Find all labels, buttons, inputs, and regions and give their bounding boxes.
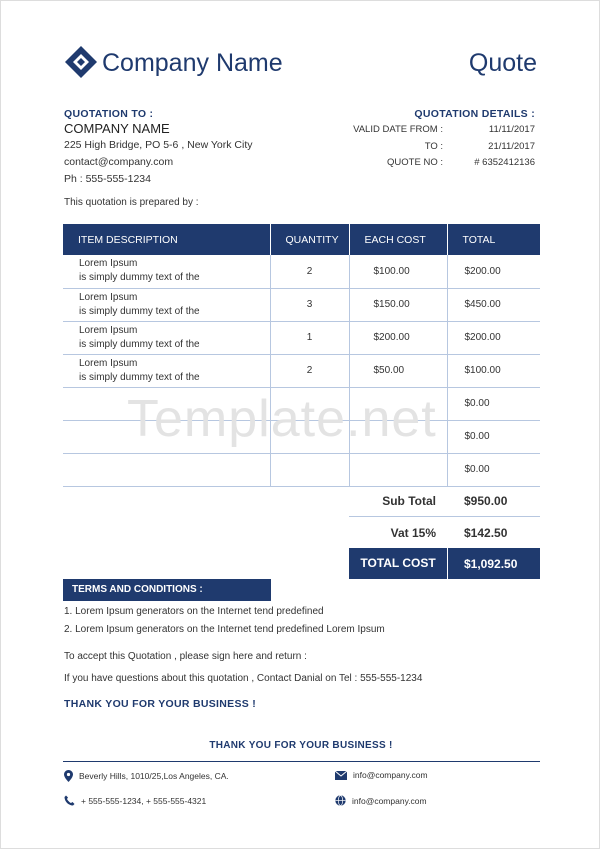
- item-description: Lorem Ipsum is simply dummy text of the: [63, 288, 270, 321]
- table-row: [63, 255, 540, 288]
- table-row: [63, 354, 540, 387]
- item-total: $0.00: [447, 420, 540, 453]
- item-quantity: 1: [270, 321, 349, 354]
- total-cost-label: TOTAL COST: [349, 548, 448, 579]
- footer-divider: [63, 761, 540, 762]
- vat-value: $142.50: [464, 525, 508, 540]
- mail-icon: [335, 771, 347, 780]
- location-pin-icon: [64, 770, 73, 782]
- table-row: [63, 288, 540, 321]
- quotation-details-label: QUOTATION DETAILS :: [414, 108, 535, 120]
- total-cost-value: $1,092.50: [464, 556, 518, 571]
- item-total: $0.00: [447, 387, 540, 420]
- client-phone: Ph : 555-555-1234: [64, 173, 151, 185]
- footer-email-text[interactable]: info@company.com: [353, 770, 428, 780]
- client-address: 225 High Bridge, PO 5-6 , New York City: [64, 139, 253, 151]
- client-email: contact@company.com: [64, 156, 174, 168]
- table-header-row: [63, 224, 540, 255]
- valid-from-value: 11/11/2017: [488, 124, 535, 135]
- footer-phone-text: + 555-555-1234, + 555-555-4321: [81, 795, 207, 806]
- footer-email: [335, 770, 428, 780]
- prepared-by-line: This quotation is prepared by :: [64, 197, 199, 208]
- table-row: [63, 321, 540, 354]
- footer-web-text[interactable]: info@company.com: [352, 795, 427, 806]
- quote-no-value: # 6352412136: [474, 157, 535, 168]
- item-total: $100.00: [447, 354, 540, 387]
- item-quantity: 2: [270, 354, 349, 387]
- item-cost: $150.00: [349, 288, 447, 321]
- col-each-cost: EACH COST: [349, 224, 447, 255]
- col-total: TOTAL: [447, 224, 540, 255]
- col-quantity: QUANTITY: [270, 224, 349, 255]
- item-description: Lorem Ipsum is simply dummy text of the: [63, 354, 270, 387]
- footer-address: [64, 770, 229, 782]
- footer-address-text: Beverly Hills, 1010/25,Los Angeles, CA.: [79, 771, 229, 781]
- document-title: Quote: [468, 49, 537, 77]
- diamond-logo-icon: [64, 45, 98, 79]
- item-total: $0.00: [447, 453, 540, 486]
- total-cost-row: [349, 548, 540, 579]
- watermark: Template.net: [127, 390, 437, 448]
- thanks-message: THANK YOU FOR YOUR BUSINESS !: [64, 698, 257, 710]
- item-quantity: [270, 453, 349, 486]
- item-quantity: 2: [270, 255, 349, 288]
- quotation-to-label: QUOTATION TO :: [64, 108, 154, 120]
- item-cost: [349, 453, 447, 486]
- accept-line: To accept this Quotation , please sign here and return :: [64, 651, 307, 662]
- item-total: $200.00: [447, 321, 540, 354]
- item-description: Lorem Ipsum is simply dummy text of the: [63, 255, 270, 288]
- subtotal-value: $950.00: [464, 493, 508, 508]
- item-cost: $100.00: [349, 255, 447, 288]
- item-cost: $200.00: [349, 321, 447, 354]
- footer-phone: [64, 795, 206, 806]
- valid-to-value: 21/11/2017: [488, 141, 535, 152]
- vat-row: [349, 517, 540, 548]
- valid-to-label: TO :: [424, 141, 443, 152]
- subtotal-label: Sub Total: [382, 493, 436, 508]
- terms-heading: TERMS AND CONDITIONS :: [63, 579, 271, 601]
- item-total: $200.00: [447, 255, 540, 288]
- footer-thanks: THANK YOU FOR YOUR BUSINESS !: [209, 740, 393, 751]
- col-item-description: ITEM DESCRIPTION: [63, 224, 270, 255]
- client-company: COMPANY NAME: [64, 121, 170, 136]
- item-quantity: 3: [270, 288, 349, 321]
- questions-line: If you have questions about this quotation , Contact Danial on Tel : 555-555-1234: [64, 673, 423, 684]
- phone-icon: [64, 795, 75, 806]
- item-description: Lorem Ipsum is simply dummy text of the: [63, 321, 270, 354]
- item-cost: $50.00: [349, 354, 447, 387]
- item-description: [63, 453, 270, 486]
- company-name: Company Name: [102, 49, 283, 77]
- subtotal-row: [349, 485, 540, 516]
- terms-item: 1. Lorem Ipsum generators on the Internet tend predefined: [64, 606, 324, 617]
- terms-item: 2. Lorem Ipsum generators on the Internet tend predefined Lorem Ipsum: [64, 624, 385, 635]
- valid-from-label: VALID DATE FROM :: [353, 124, 443, 135]
- quote-no-label: QUOTE NO :: [387, 157, 443, 168]
- globe-icon: [335, 795, 346, 806]
- footer-web: [335, 795, 427, 806]
- vat-label: Vat 15%: [390, 525, 436, 540]
- table-row: [63, 453, 540, 486]
- item-total: $450.00: [447, 288, 540, 321]
